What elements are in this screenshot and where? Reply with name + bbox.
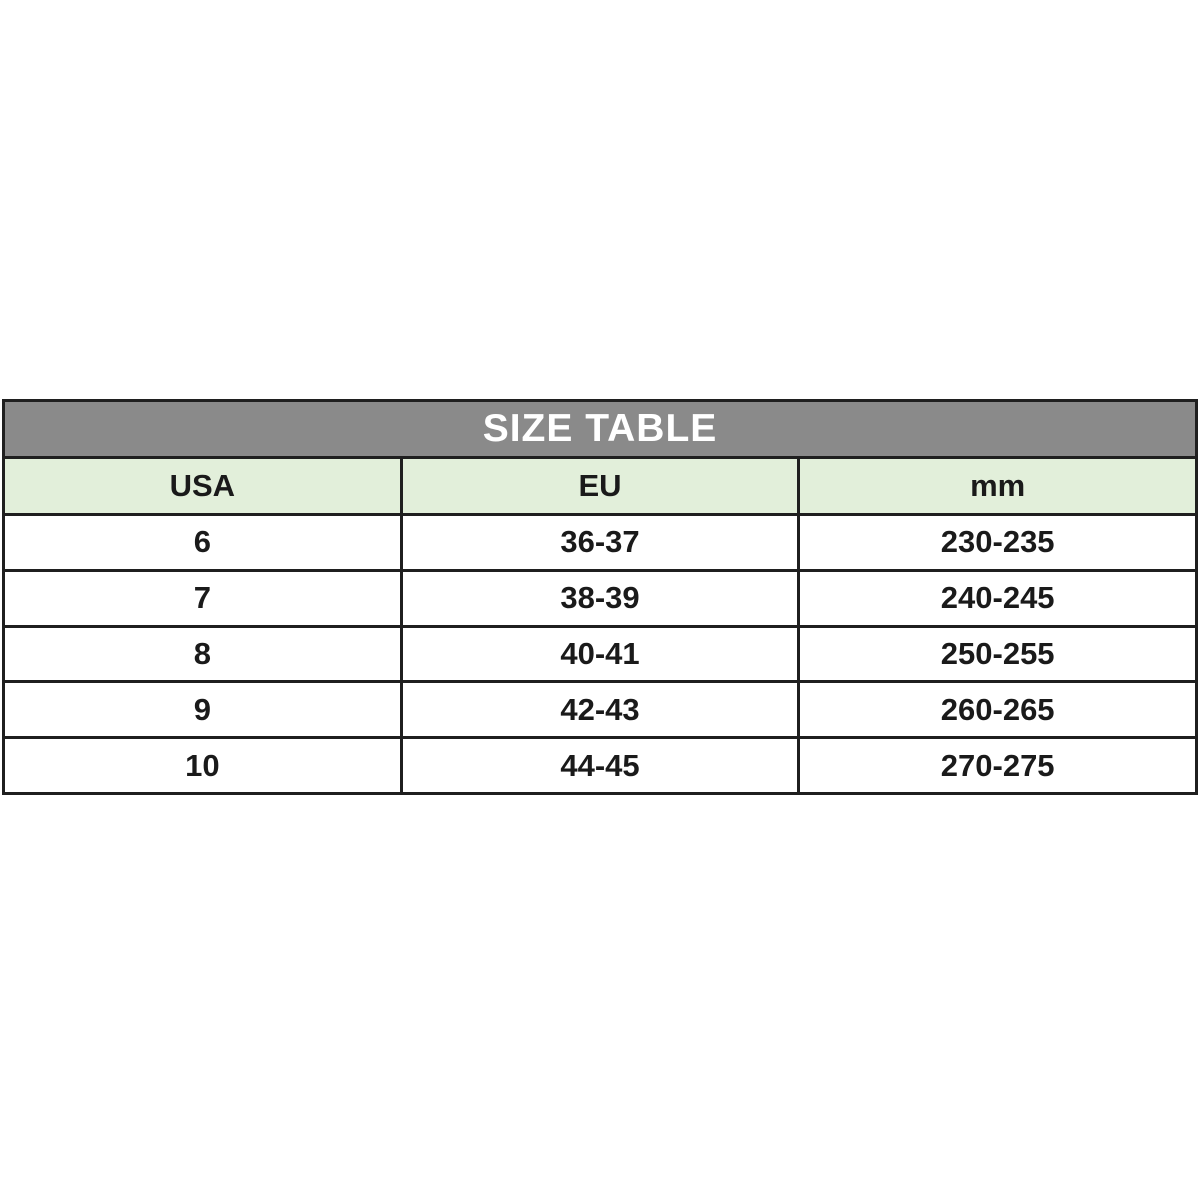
cell-usa: 10 bbox=[185, 747, 220, 783]
cell-eu: 36-37 bbox=[400, 516, 798, 569]
column-header-usa: USA bbox=[169, 468, 236, 503]
cell-eu: 42-43 bbox=[400, 683, 798, 736]
size-table-title: SIZE TABLE bbox=[5, 402, 1195, 459]
cell-mm: 260-265 bbox=[797, 683, 1195, 736]
cell-mm: 230-235 bbox=[797, 516, 1195, 569]
cell-usa: 8 bbox=[193, 635, 211, 671]
table-row bbox=[5, 628, 1195, 684]
cell-eu: 38-39 bbox=[400, 572, 798, 625]
cell-eu: 44-45 bbox=[400, 739, 798, 792]
cell-usa: 9 bbox=[193, 691, 211, 727]
column-header-eu: EU bbox=[400, 459, 798, 513]
cell-mm: 250-255 bbox=[797, 628, 1195, 681]
table-row bbox=[5, 516, 1195, 572]
cell-mm: 240-245 bbox=[797, 572, 1195, 625]
cell-eu: 40-41 bbox=[400, 628, 798, 681]
column-header-mm: mm bbox=[797, 459, 1195, 513]
table-row bbox=[5, 683, 1195, 739]
cell-usa: 7 bbox=[193, 580, 211, 616]
cell-usa: 6 bbox=[193, 524, 211, 560]
table-header-row bbox=[5, 459, 1195, 516]
table-row bbox=[5, 572, 1195, 628]
size-table bbox=[2, 399, 1198, 795]
cell-mm: 270-275 bbox=[797, 739, 1195, 792]
table-row bbox=[5, 739, 1195, 792]
